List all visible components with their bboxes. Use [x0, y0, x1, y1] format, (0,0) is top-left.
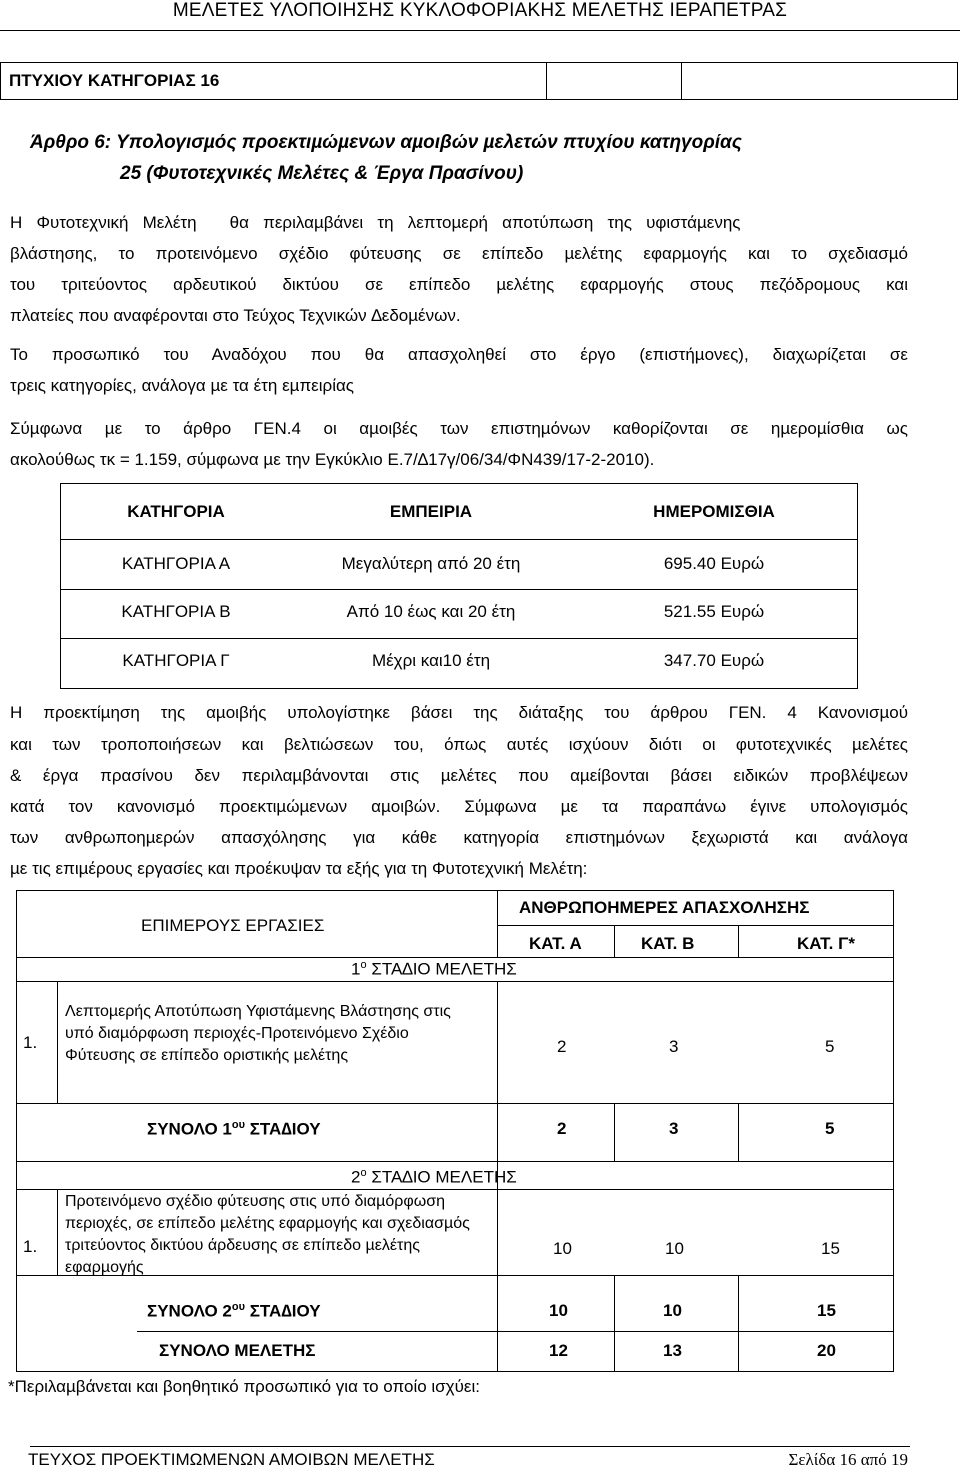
document-header: ΜΕΛΕΤΕΣ ΥΛΟΠΟΙΗΣΗΣ ΚΥΚΛΟΦΟΡΙΑΚΗΣ ΜΕΛΕΤΗΣ ΙΕΡΑΠΕΤΡΑΣ [172, 0, 788, 21]
table-rule [61, 539, 857, 540]
stage-1-total-label: ΣΥΝΟΛΟ $1^{o\upsilon}$ ΣΤΑ∆ΙΟΥ [147, 1119, 321, 1139]
stage-2-total-label: ΣΥΝΟΛΟ $2^{o\upsilon}$ ΣΤΑ∆ΙΟΥ [147, 1301, 321, 1321]
section-title-box [0, 62, 958, 100]
table-cell: Μέχρι και10 έτη [371, 651, 491, 670]
table-rule [17, 957, 893, 958]
table-rule [497, 925, 893, 926]
table-cell: ΚΑΤΗΓΟΡΙΑ Β [121, 602, 231, 621]
table-rule [738, 925, 739, 957]
cat-a-value: 10 [553, 1239, 572, 1258]
table-rule [137, 1331, 893, 1332]
stage-2-title: $2^o$ ΣΤΑ∆ΙΟ ΜΕΛΕΤΗΣ [351, 1167, 517, 1187]
cat-c-value: 15 [821, 1239, 840, 1258]
cat-c-value: 5 [825, 1037, 835, 1056]
paragraph-line: πλατείες που αναφέρονται στο Τεύχος Τεχνικών ∆εδοµένων. [10, 306, 461, 325]
paragraph-line: ακολούθως τκ = 1.159, σύµφωνα µε την Εγκύκλιο Ε.7/∆17γ/06/34/ΦΝ439/17-2-2010). [10, 450, 655, 469]
cat-c-header: ΚΑΤ. Γ* [797, 934, 855, 953]
paragraph-line: & έργα πρασίνου δεν περιλαµβάνονται στις µελέτες που αµείβονται βάσει ειδικών προβλέψεων [10, 766, 908, 785]
table-cell: Μεγαλύτερη από 20 έτη [341, 554, 521, 573]
table-rule [61, 638, 857, 639]
stage-1-total-c: 5 [825, 1119, 835, 1138]
section-box-divider [681, 63, 682, 99]
table-cell: 695.40 Ευρώ [663, 554, 765, 573]
table-cell: Από 10 έως και 20 έτη [346, 602, 516, 621]
stage-2-total-a: 10 [549, 1301, 568, 1320]
paragraph-line: Η Φυτοτεχνική Μελέτη θα περιλαµβάνει τη λεπτοµερή αποτύπωση της υφιστάµενης [10, 213, 741, 232]
paragraph-line: του τριτεύοντος αρδευτικού δικτύου σε επίπεδο µελέτης εφαρµογής στους πεζόδροµους και [10, 275, 908, 294]
table-header: ΚΑΤΗΓΟΡΙΑ [127, 502, 225, 521]
table-rule [17, 1189, 893, 1190]
article-title-line-2: 25 (Φυτοτεχνικές Μελέτες & Έργα Πρασίνου) [120, 163, 524, 184]
work-days-table [16, 890, 894, 1372]
table-header: ΕΜΠΕΙΡΙΑ [389, 502, 473, 521]
article-title-line-1: Άρθρο 6: Υπολογισµός προεκτιµώµενων αµοιβών µελετών πτυχίου κατηγορίας [30, 132, 742, 153]
paragraph-line: βλάστησης, το προτεινόµενο σχέδιο φύτευσης σε επίπεδο µελέτης εφαρµογής και το σχεδιασµό [10, 244, 908, 263]
paragraph-line: τρεις κατηγορίες, ανάλογα µε τα έτη εµπειρίας [10, 376, 354, 395]
paragraph-line: και των τροποποιήσεων και βελτιώσεων του, όπως αυτές ισχύουν διότι οι φυτοτεχνικές µελέτες [10, 735, 908, 754]
grand-total-c: 20 [817, 1341, 836, 1360]
footer-document-title: ΤΕΥΧΟΣ ΠΡΟΕΚΤΙΜΩΜΕΝΩΝ ΑΜΟΙΒΩΝ ΜΕΛΕΤΗΣ [28, 1450, 435, 1469]
paragraph-line: Η προεκτίµηση της αµοιβής υπολογίστηκε βάσει της διάταξης του άρθρου ΓΕΝ. 4 Κανονισµού [10, 703, 908, 722]
table-rule [614, 925, 615, 957]
table-rule [738, 1275, 739, 1372]
cat-a-value: 2 [557, 1037, 567, 1056]
table-rule [497, 891, 498, 957]
cat-b-value: 10 [665, 1239, 684, 1258]
days-column-header: ΑΝΘΡΩΠΟΗΜΕΡΕΣ ΑΠΑΣΧΟΛΗΣΗΣ [519, 898, 810, 917]
page-number: Σελίδα 16 από 19 [788, 1450, 908, 1469]
cat-b-value: 3 [669, 1037, 679, 1056]
table-rule [17, 1161, 893, 1162]
table-cell: 521.55 Ευρώ [663, 602, 765, 621]
header-divider [0, 30, 960, 31]
table-rule [738, 1103, 739, 1161]
footer-divider [30, 1446, 910, 1447]
grand-total-a: 12 [549, 1341, 568, 1360]
stage-1-total-b: 3 [669, 1119, 679, 1138]
item-number: 1. [23, 1033, 38, 1052]
table-rule [614, 1275, 615, 1372]
stage-1-title: $1^o$ ΣΤΑ∆ΙΟ ΜΕΛΕΤΗΣ [351, 959, 517, 979]
table-cell: ΚΑΤΗΓΟΡΙΑ Γ [122, 651, 230, 670]
table-header: ΗΜΕΡΟΜΙΣΘΙΑ [653, 502, 775, 521]
table-cell: ΚΑΤΗΓΟΡΙΑ Α [121, 554, 231, 573]
paragraph-line: µε τις επιµέρους εργασίες και προέκυψαν τα εξής για τη Φυτοτεχνική Μελέτη: [10, 859, 588, 878]
paragraph-line: Το προσωπικό του Αναδόχου που θα απασχοληθεί στο έργο (επιστήµονες), διαχωρίζεται σε [10, 345, 908, 364]
paragraph-line: Σύµφωνα µε το άρθρο ΓΕΝ.4 οι αµοιβές των επιστηµόνων καθορίζονται σε ηµεροµίσθια ως [10, 419, 908, 438]
section-box-divider [546, 63, 547, 99]
footnote: *Περιλαµβάνεται και βοηθητικό προσωπικό για το οποίο ισχύει: [8, 1377, 480, 1396]
paragraph-line: κατά τον κανονισµό προεκτιµώµενων αµοιβών. Σύµφωνα µε τα παραπάνω έγινε υπολογισµός [10, 797, 908, 816]
task-description: Λεπτοµερής Αποτύπωση Υφιστάµενης Βλάστησης στις υπό διαµόρφωση περιοχές-Προτεινόµενο Σχέδιο Φύτευσης σε επίπεδο οριστικής µελέτης [65, 1003, 451, 1064]
stage-2-total-b: 10 [663, 1301, 682, 1320]
table-rule [57, 981, 58, 1103]
table-rule [17, 981, 893, 982]
grand-total-label: ΣΥΝΟΛΟ ΜΕΛΕΤΗΣ [159, 1341, 316, 1360]
stage-2-total-c: 15 [817, 1301, 836, 1320]
cat-a-header: ΚΑΤ. Α [529, 934, 582, 953]
table-rule [614, 1103, 615, 1161]
tasks-column-header: ΕΠΙΜΕΡΟΥΣ ΕΡΓΑΣΙΕΣ [141, 916, 325, 935]
section-title: ΠΤΥΧΙΟΥ ΚΑΤΗΓΟΡΙΑΣ 16 [9, 71, 220, 90]
categories-table [60, 483, 858, 689]
paragraph-line: των ανθρωποηµερών απασχόλησης για κάθε κατηγορία επιστηµόνων ξεχωριστά και ανάλογα [10, 828, 908, 847]
item-number: 1. [23, 1237, 38, 1256]
table-rule [61, 589, 857, 590]
cat-b-header: ΚΑΤ. Β [641, 934, 695, 953]
stage-1-total-a: 2 [557, 1119, 567, 1138]
table-rule [57, 1189, 58, 1275]
table-cell: 347.70 Ευρώ [663, 651, 765, 670]
table-rule [17, 1103, 893, 1104]
grand-total-b: 13 [663, 1341, 682, 1360]
task-description: Προτεινόµενο σχέδιο φύτευσης στις υπό διαµόρφωση περιοχές, σε επίπεδο µελέτης εφαρµογής και σχεδιασµός τριτεύοντος δικτύου άρδευσης σε επίπεδο µελέτης εφαρµογής [65, 1193, 470, 1276]
